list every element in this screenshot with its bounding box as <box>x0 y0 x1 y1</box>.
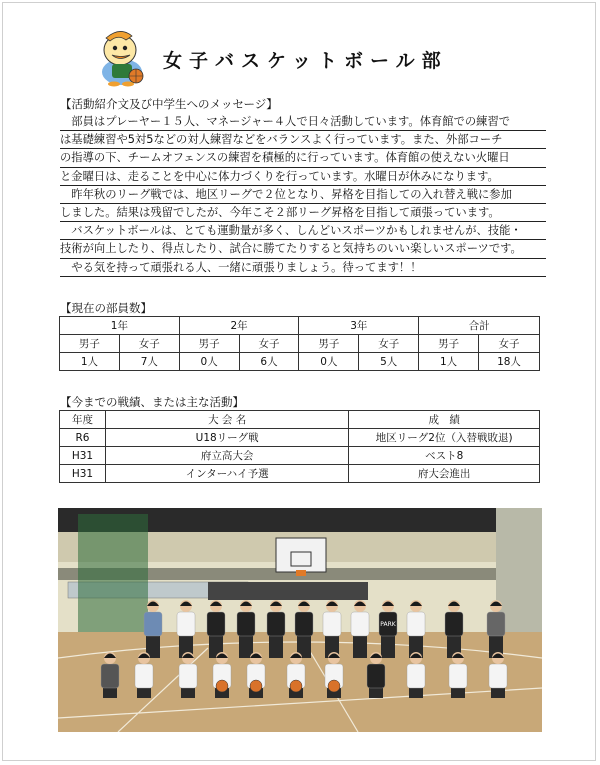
results-heading: 【今までの戦績、または主な活動】 <box>60 395 244 409</box>
members-heading: 【現在の部員数】 <box>60 301 152 315</box>
gender-header: 女子 <box>239 335 299 353</box>
results-table <box>59 410 540 483</box>
results-header-row <box>60 411 540 429</box>
year-header: 3年 <box>299 317 419 335</box>
table-row <box>60 429 540 447</box>
cell-year: H31 <box>60 465 106 483</box>
message-line: 昨年秋のリーグ戦では、地区リーグで２位となり、昇格を目指しての入れ替え戦に参加 <box>60 186 546 204</box>
member-count: 0人 <box>179 353 239 371</box>
col-year: 年度 <box>60 411 106 429</box>
table-row <box>60 447 540 465</box>
message-body <box>60 113 546 277</box>
gender-header: 男子 <box>179 335 239 353</box>
members-table <box>59 316 540 371</box>
basketball <box>250 680 262 692</box>
cell-result: 府大会進出 <box>349 465 540 483</box>
basketball <box>216 680 228 692</box>
member-count: 6人 <box>239 353 299 371</box>
cell-year: R6 <box>60 429 106 447</box>
message-line: は基礎練習や5対5などの対人練習などをバランスよく行っています。また、外部コーチ <box>60 131 546 149</box>
total-header: 合計 <box>419 317 540 335</box>
cell-result: ベスト8 <box>349 447 540 465</box>
message-line: の指導の下、チームオフェンスの練習を積極的に行っています。体育館の使えない火曜日 <box>60 149 546 167</box>
members-gender-row <box>60 335 540 353</box>
cell-result: 地区リーグ2位（入替戦敗退) <box>349 429 540 447</box>
duck-mascot-icon <box>92 24 154 88</box>
table-row <box>60 465 540 483</box>
year-header: 2年 <box>179 317 299 335</box>
members-year-row <box>60 317 540 335</box>
gender-header: 女子 <box>359 335 419 353</box>
message-line: バスケットボールは、とても運動量が多く、しんどいスポーツかもしれませんが、技能・ <box>60 222 546 240</box>
member-count: 18人 <box>479 353 540 371</box>
year-header: 1年 <box>60 317 180 335</box>
message-line: やる気を持って頑張れる人、一緒に頑張りましょう。待ってます！！ <box>60 259 546 277</box>
shirt-text: PARK <box>380 621 396 628</box>
gender-header: 男子 <box>299 335 359 353</box>
member-count: 1人 <box>419 353 479 371</box>
member-count: 1人 <box>60 353 120 371</box>
col-tournament: 大 会 名 <box>105 411 348 429</box>
cell-tournament: U18リーグ戦 <box>105 429 348 447</box>
basketball <box>290 680 302 692</box>
col-result: 成 績 <box>349 411 540 429</box>
basketball <box>328 680 340 692</box>
team-photo-illustration <box>58 508 542 732</box>
members-count-row <box>60 353 540 371</box>
team-photo <box>58 508 542 732</box>
message-line: しました。結果は残留でしたが、今年こそ２部リーグ昇格を目指して頑張っています。 <box>60 204 546 222</box>
member-count: 7人 <box>119 353 179 371</box>
member-count: 0人 <box>299 353 359 371</box>
message-line: 技術が向上したり、得点したり、試合に勝てたりすると気持ちのいい楽しいスポーツです。 <box>60 240 546 258</box>
cell-year: H31 <box>60 447 106 465</box>
message-heading: 【活動紹介文及び中学生へのメッセージ】 <box>60 97 278 111</box>
gender-header: 男子 <box>60 335 120 353</box>
gender-header: 女子 <box>119 335 179 353</box>
page-title: 女子バスケットボール部 <box>163 50 448 72</box>
cell-tournament: 府立高大会 <box>105 447 348 465</box>
gender-header: 男子 <box>419 335 479 353</box>
cell-tournament: インターハイ予選 <box>105 465 348 483</box>
member-count: 5人 <box>359 353 419 371</box>
gender-header: 女子 <box>479 335 540 353</box>
message-line: と金曜日は、走ることを中心に体力づくりを行っています。水曜日が休みになります。 <box>60 168 546 186</box>
message-line: 部員はプレーヤー１５人、マネージャー４人で日々活動しています。体育館での練習で <box>60 113 546 131</box>
